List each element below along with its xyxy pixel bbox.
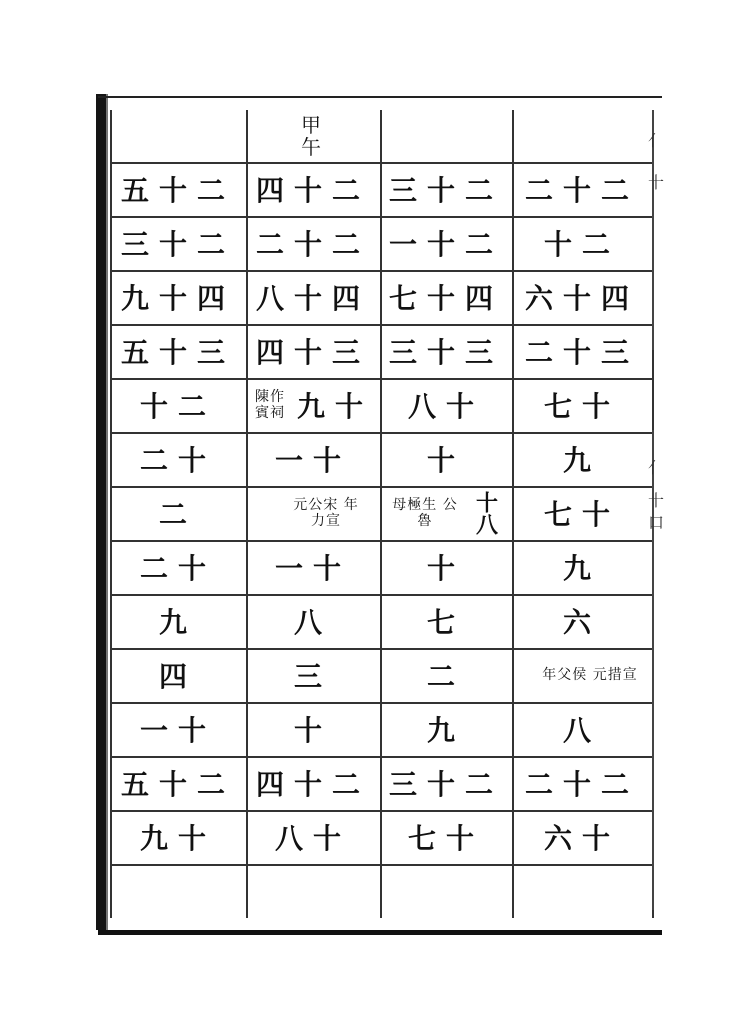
table-cell: 五十三 xyxy=(120,336,235,369)
table-cell: 七十 xyxy=(543,390,620,423)
table-cell: 五十二 xyxy=(120,768,235,801)
table-cell: 六 xyxy=(562,606,601,639)
table-cell: 九十四 xyxy=(120,282,235,315)
table-cell: 三十二 xyxy=(388,174,503,207)
table-cell: 十 xyxy=(426,552,465,585)
table-cell: 七十四 xyxy=(388,282,503,315)
table-cell: 十二 xyxy=(543,228,620,261)
table-cell: 二十二 xyxy=(255,228,370,261)
table-cell: 三十二 xyxy=(120,228,235,261)
table-cell: 七十 xyxy=(543,498,620,531)
table-cell: 二十三 xyxy=(524,336,639,369)
table-cell: 一十 xyxy=(274,552,351,585)
table-cell: 十八 xyxy=(472,491,499,535)
table-cell: 三十二 xyxy=(388,768,503,801)
table-cell: 十 xyxy=(426,444,465,477)
table-grid xyxy=(110,110,654,918)
table-cell: 四十二 xyxy=(255,768,370,801)
table-cell: 二 xyxy=(158,498,197,531)
table-cell: 七十 xyxy=(407,822,484,855)
table-cell: 八 xyxy=(562,714,601,747)
table-cell: 七 xyxy=(426,606,465,639)
annotation-note: 母極生 公魯 xyxy=(392,497,458,529)
table-cell: 一十二 xyxy=(388,228,503,261)
margin-glyph: 十 xyxy=(648,173,665,192)
table-cell: 一十 xyxy=(274,444,351,477)
header-ganzhi: 甲午 xyxy=(301,113,321,159)
margin-glyph: 十 xyxy=(648,491,665,510)
table-cell: 九十 xyxy=(139,822,216,855)
table-cell: 四十二 xyxy=(255,174,370,207)
margin-glyph: 亻 xyxy=(648,458,665,477)
table-cell: 十 xyxy=(293,714,332,747)
annotation-note: 年父侯 元措宣 xyxy=(542,667,638,683)
table-cell: 六十四 xyxy=(524,282,639,315)
table-cell: 九 xyxy=(562,552,601,585)
table-cell: 三十三 xyxy=(388,336,503,369)
table-cell: 一十 xyxy=(139,714,216,747)
table-cell: 二十 xyxy=(139,444,216,477)
table-cell: 二十二 xyxy=(524,174,639,207)
table-cell: 六十 xyxy=(543,822,620,855)
table-cell: 三 xyxy=(293,660,332,693)
annotation-note: 陳作 賓祠 xyxy=(255,389,285,421)
table-cell: 四 xyxy=(158,660,197,693)
table-cell: 九 xyxy=(426,714,465,747)
table-cell: 二十二 xyxy=(524,768,639,801)
table-cell: 十二 xyxy=(139,390,216,423)
table-cell: 八 xyxy=(293,606,332,639)
table-cell: 五十二 xyxy=(120,174,235,207)
table-cell: 八十四 xyxy=(255,282,370,315)
table-cell: 九十 xyxy=(296,390,373,423)
table-cell: 四十三 xyxy=(255,336,370,369)
table-cell: 八十 xyxy=(274,822,351,855)
table-cell: 二十 xyxy=(139,552,216,585)
table-cell: 八十 xyxy=(407,390,484,423)
margin-glyph: 口 xyxy=(648,513,665,532)
margin-glyph: 亻 xyxy=(648,131,665,150)
table-cell: 九 xyxy=(158,606,197,639)
row-divider xyxy=(110,864,654,866)
table-cell: 九 xyxy=(562,444,601,477)
annotation-note: 元公宋 年力宣 xyxy=(293,497,359,529)
table-cell: 二 xyxy=(426,660,465,693)
